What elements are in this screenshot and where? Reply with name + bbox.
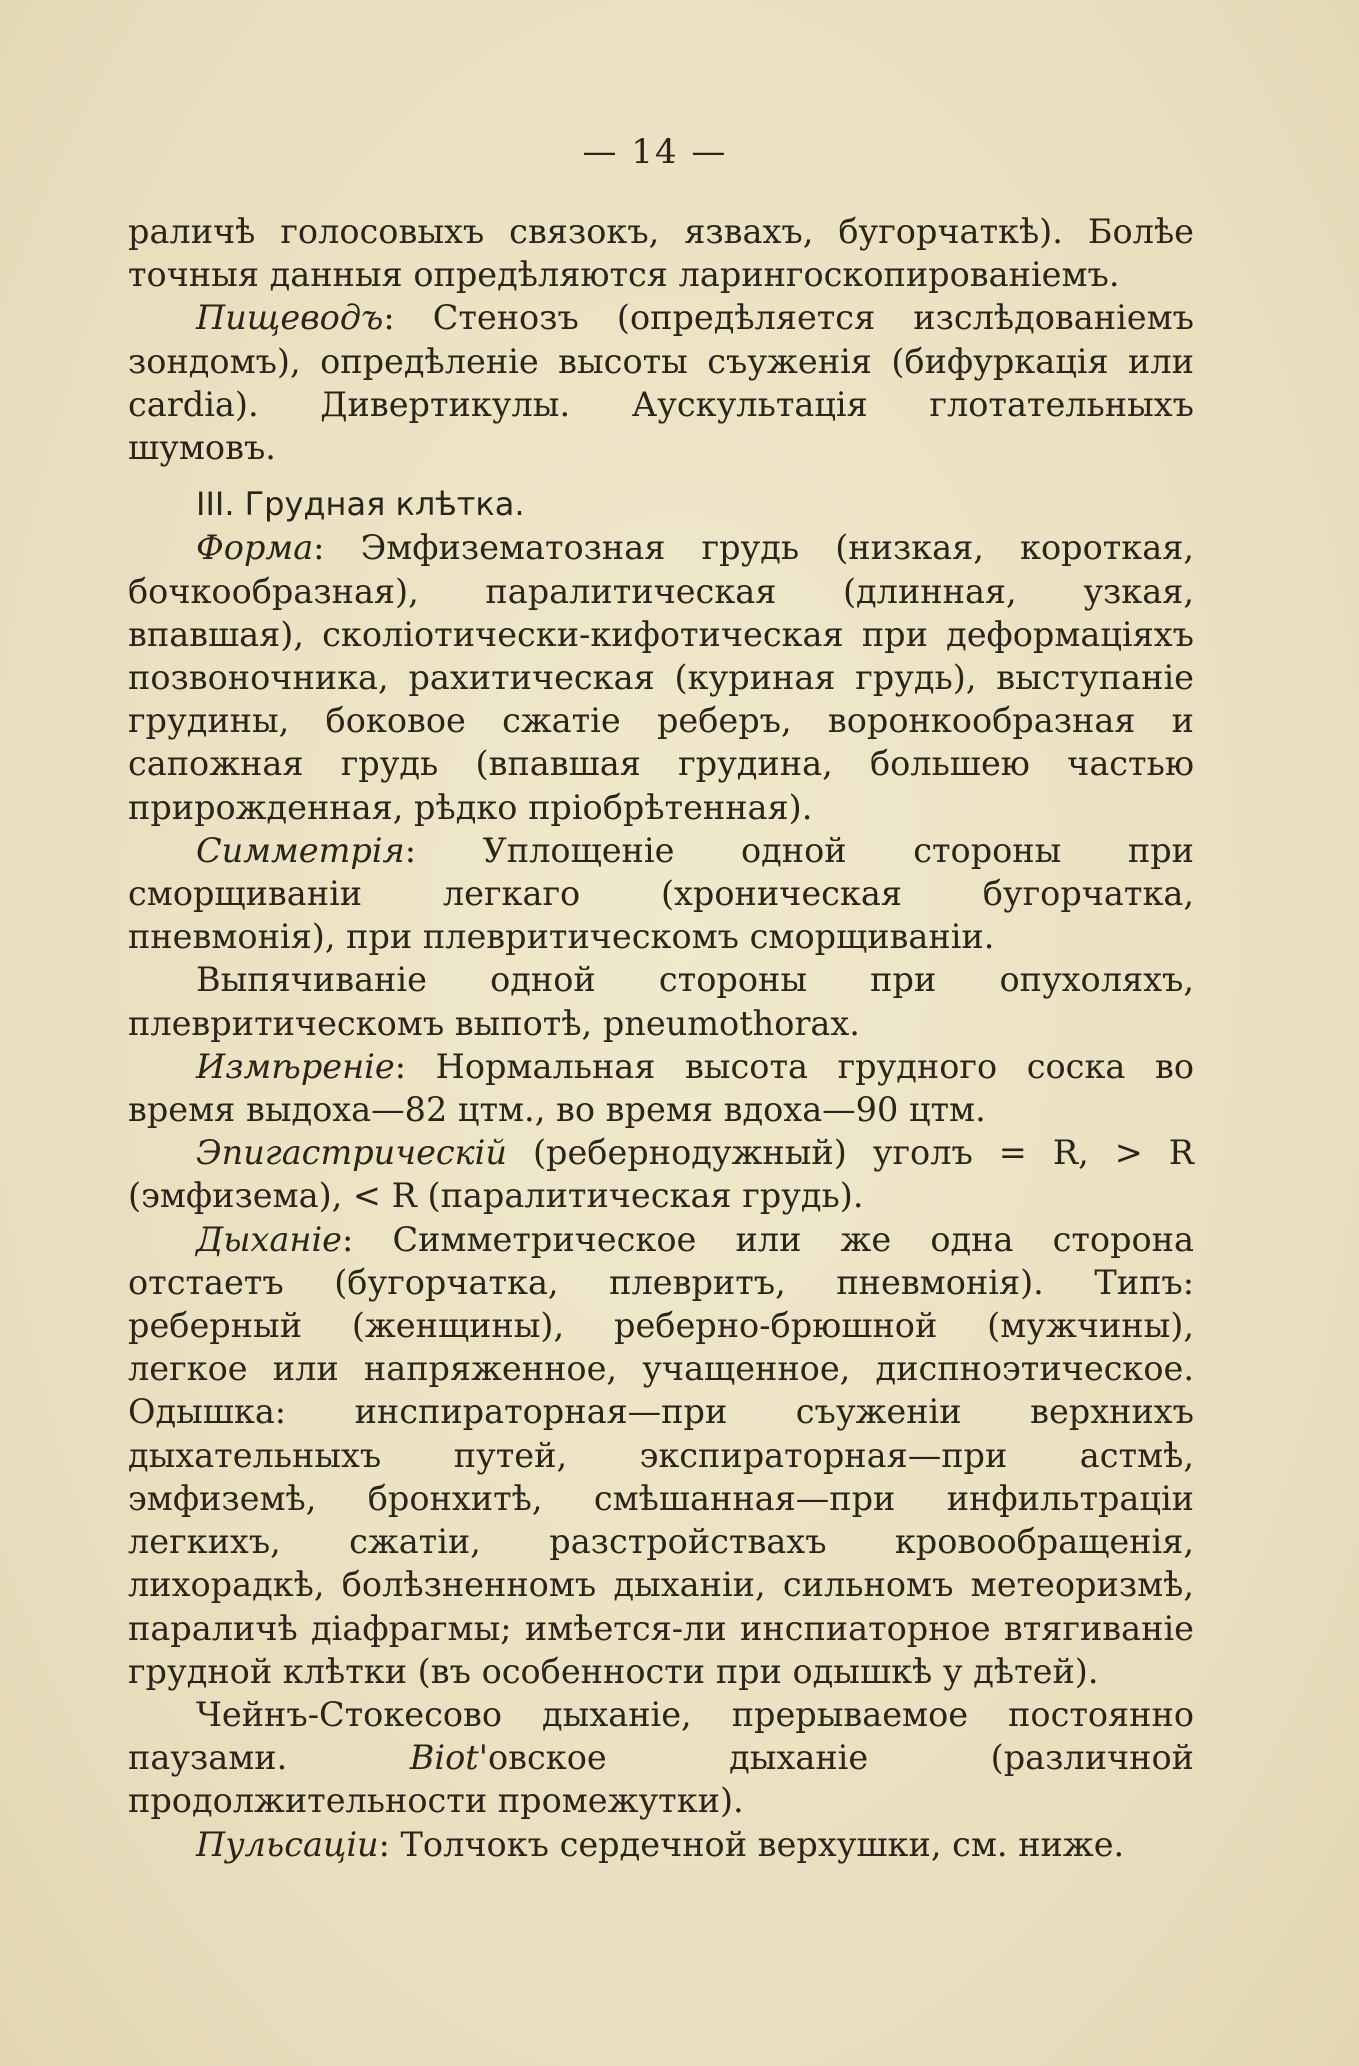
- term-biot: Biot: [409, 1738, 479, 1778]
- paragraph-text: 'овское дыханіе (различной продолжительности промежутки).: [128, 1738, 1194, 1821]
- term-breathing: Дыханіе: [196, 1219, 342, 1259]
- paragraph-text: раличѣ голосовыхъ связокъ, язвахъ, бугорчаткѣ). Болѣе точныя данныя опредѣляются ларингоскопированіемъ.: [128, 212, 1194, 295]
- term-form: Форма: [196, 528, 314, 568]
- paragraph-epigastric: [128, 1131, 1194, 1217]
- term-symmetry: Симметрія: [196, 830, 405, 870]
- page-body: [128, 210, 1194, 1866]
- paragraph-text: : Уплощеніе одной стороны при сморщиваніи легкаго (хроническая бугорчатка, пневмонія), при плевритическомъ сморщиваніи.: [128, 830, 1194, 957]
- paragraph-text: (ребернодужный) уголъ = R, > R (эмфизема), < R (паралитическая грудь).: [128, 1133, 1194, 1216]
- paragraph-text: : Стенозъ (опредѣляется изслѣдованіемъ зондомъ), опредѣленіе высоты съуженія (бифуркація или cardia). Дивертикулы. Аускультація глотательныхъ шумовъ.: [128, 298, 1194, 468]
- section-heading: III. Грудная клѣтка.: [196, 485, 525, 524]
- paragraph-cheyne-stokes: [128, 1693, 1194, 1823]
- paragraph-text: Чейнъ-Стокесово дыханіе, прерываемое постоянно паузами.: [128, 1694, 1194, 1778]
- paragraph-text: Выпячиваніе одной стороны при опухоляхъ, плевритическомъ выпотѣ, pneumothorax.: [128, 960, 1194, 1043]
- term-pulsations: Пульсаціи: [196, 1824, 379, 1864]
- paragraph-text: : Нормальная высота грудного соска во время выдоха—82 цтм., во время вдоха—90 цтм.: [128, 1046, 1194, 1130]
- term-measurement: Измѣреніе: [196, 1046, 395, 1086]
- paragraph-larynx-continuation: [128, 210, 1194, 296]
- paragraph-text: : Симметрическое или же одна сторона отстаетъ (бугорчатка, плевритъ, пневмонія). Типъ: реберный (женщины), реберно-брюшной (мужчины), легкое или напряженное, учащенное, диспноэтическое. Одышка: инспираторная—при съуженіи верхнихъ дыхательныхъ путей, экспираторная—при астмѣ, эмфиземѣ, бронхитѣ, смѣшанная—при инфильтраціи легкихъ, сжатіи, разстройствахъ кровообращенія, лихорадкѣ, болѣзненномъ дыханіи, сильномъ метеоризмѣ, параличѣ діафрагмы; имѣется-ли инспиаторное втягиваніе грудной клѣтки (въ особенности при одышкѣ у дѣтей).: [128, 1219, 1194, 1691]
- paragraph-measurement: [128, 1045, 1194, 1131]
- paragraph-esophagus: [128, 296, 1194, 469]
- paragraph-breathing: [128, 1218, 1194, 1693]
- paragraph-bulging: [128, 958, 1194, 1044]
- paragraph-symmetry: [128, 829, 1194, 959]
- paragraph-text: : Толчокъ сердечной верхушки, см. ниже.: [378, 1824, 1125, 1864]
- page-number: — 14 —: [582, 132, 728, 172]
- paragraph-form: [128, 526, 1194, 828]
- term-esophagus: Пищеводъ: [196, 298, 384, 338]
- paragraph-pulsations: [128, 1823, 1194, 1866]
- term-epigastric: Эпигастрическій: [196, 1133, 507, 1173]
- paragraph-text: : Эмфизематозная грудь (низкая, короткая, бочкообразная), паралитическая (длинная, узкая, впавшая), сколіотически-кифотическая при деформаціяхъ позвоночника, рахитическая (куриная грудь), выступаніе грудины, боковое сжатіе реберъ, воронкообразная и сапожная грудь (впавшая грудина, большею частью прирожденная, рѣдко пріобрѣтенная).: [128, 528, 1194, 827]
